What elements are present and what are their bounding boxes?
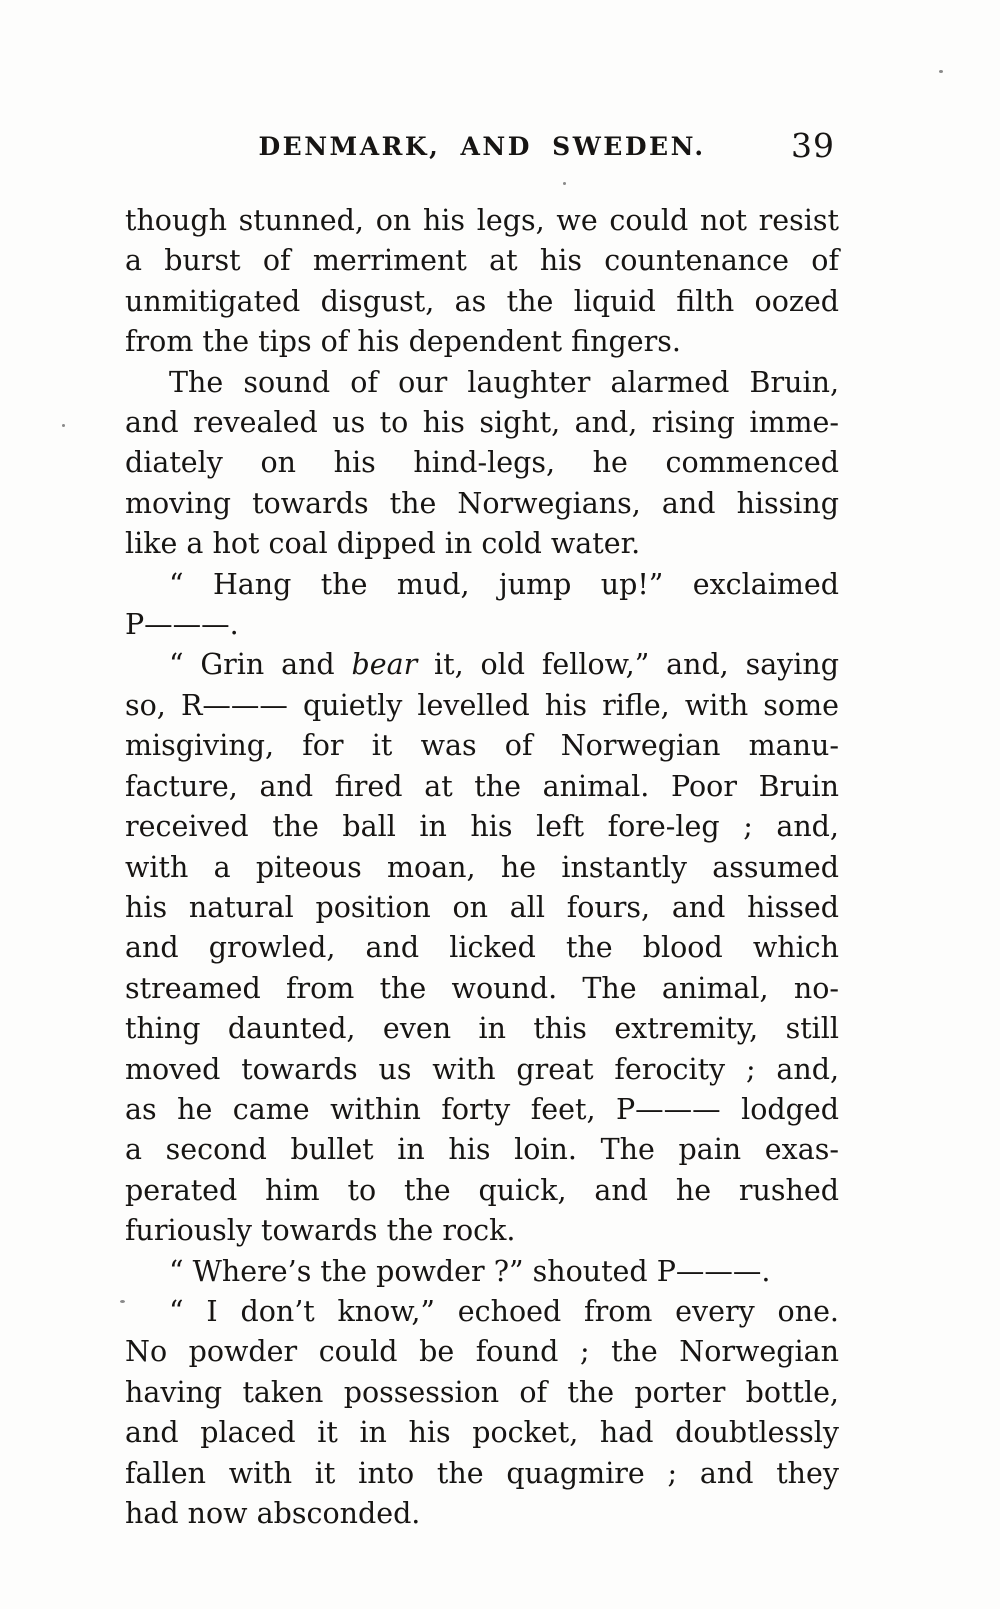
text-segment: “ Grin and bbox=[169, 648, 352, 682]
text-line: perated him to the quick, and he rushed bbox=[125, 1173, 839, 1207]
page-number: 39 bbox=[791, 126, 835, 165]
text-line: The sound of our laughter alarmed Bruin, bbox=[169, 365, 839, 399]
text-line: misgiving, for it was of Norwegian manu- bbox=[125, 729, 839, 763]
text-line: and growled, and licked the blood which bbox=[125, 931, 839, 965]
text-line: and placed it in his pocket, had doubtlessly bbox=[125, 1416, 839, 1450]
text-line: P———. bbox=[125, 608, 239, 642]
paragraph bbox=[125, 1292, 839, 1534]
text-line: as he came within forty feet, P——— lodged bbox=[125, 1092, 839, 1126]
paragraph bbox=[125, 565, 839, 646]
text-line: moved towards us with great ferocity ; and, bbox=[125, 1052, 839, 1086]
text-line: “ I don’t know,” echoed from every one. bbox=[169, 1294, 839, 1328]
text-segment: it, old fellow,” and, saying bbox=[417, 648, 839, 682]
italic-text: bear bbox=[351, 648, 418, 682]
text-block bbox=[125, 201, 839, 1534]
text-line: a burst of merriment at his countenance of bbox=[125, 244, 839, 278]
scan-speck bbox=[62, 424, 65, 427]
text-line: his natural position on all fours, and hissed bbox=[125, 890, 839, 924]
paragraph bbox=[125, 201, 839, 363]
text-line: “ Hang the mud, jump up!” exclaimed bbox=[169, 567, 839, 601]
text-line: moving towards the Norwegians, and hissing bbox=[125, 486, 839, 520]
text-line: having taken possession of the porter bottle, bbox=[125, 1375, 839, 1409]
text-line: diately on his hind-legs, he commenced bbox=[125, 446, 839, 480]
paragraph bbox=[125, 363, 839, 565]
text-line: and revealed us to his sight, and, rising imme- bbox=[125, 406, 839, 440]
scan-speck bbox=[939, 70, 943, 73]
text-line: facture, and fired at the animal. Poor Bruin bbox=[125, 769, 839, 803]
text-line: a second bullet in his loin. The pain exas- bbox=[125, 1133, 839, 1167]
paragraph bbox=[125, 645, 839, 1251]
text-line: “ Where’s the powder ?” shouted P———. bbox=[169, 1254, 771, 1288]
text-line: No powder could be found ; the Norwegian bbox=[125, 1335, 839, 1369]
text-line: thing daunted, even in this extremity, still bbox=[125, 1012, 839, 1046]
text-line: streamed from the wound. The animal, no- bbox=[125, 971, 839, 1005]
text-line: from the tips of his dependent fingers. bbox=[125, 325, 681, 359]
text-line: furiously towards the rock. bbox=[125, 1214, 516, 1248]
text-line: like a hot coal dipped in cold water. bbox=[125, 527, 641, 561]
text-line bbox=[125, 645, 839, 685]
paragraph bbox=[125, 1252, 839, 1292]
text-line: so, R——— quietly levelled his rifle, with some bbox=[125, 688, 839, 722]
text-line: with a piteous moan, he instantly assumed bbox=[125, 850, 839, 884]
page-header bbox=[125, 126, 839, 170]
text-line: received the ball in his left fore-leg ; and, bbox=[125, 810, 839, 844]
text-line: though stunned, on his legs, we could not resist bbox=[125, 204, 839, 237]
scan-speck bbox=[563, 182, 566, 185]
text-line: unmitigated disgust, as the liquid filth oozed bbox=[125, 284, 839, 318]
text-line: fallen with it into the quagmire ; and they bbox=[125, 1456, 839, 1490]
running-title: DENMARK, AND SWEDEN. bbox=[258, 132, 706, 161]
text-line: had now absconded. bbox=[125, 1497, 421, 1530]
